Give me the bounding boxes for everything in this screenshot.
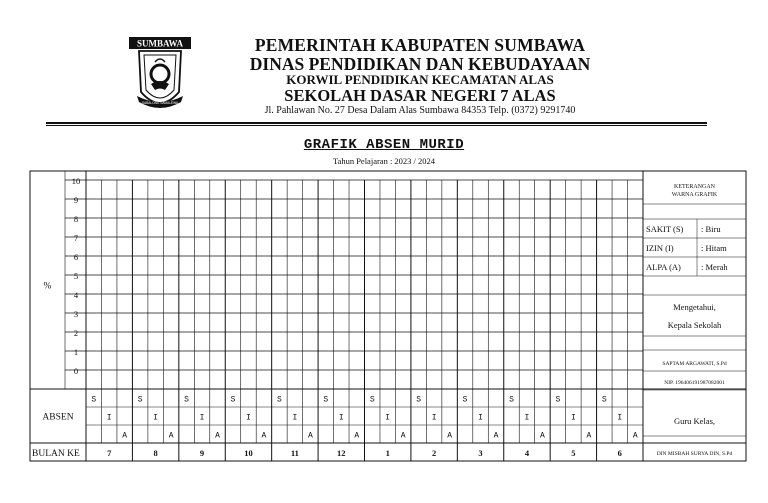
absen-code: I <box>431 413 437 423</box>
absen-code: I <box>246 413 251 423</box>
legend-item-color: : Biru <box>701 224 721 234</box>
mengetahui-label: Mengetahui, <box>673 302 716 312</box>
y-tick-label: 0 <box>73 366 79 376</box>
absen-code: I <box>385 413 391 423</box>
month-label: 2 <box>432 448 437 458</box>
government-name: PEMERINTAH KABUPATEN SUMBAWA <box>254 35 586 55</box>
legend-title: WARNA GRAFIK <box>671 192 718 198</box>
month-label: 4 <box>524 448 530 458</box>
absen-code: A <box>400 431 406 441</box>
kepala-label: Kepala Sekolah <box>667 320 722 330</box>
month-label: 9 <box>199 448 205 458</box>
month-label: 7 <box>107 448 112 458</box>
absen-code: S <box>509 395 514 405</box>
y-tick-label: 2 <box>73 328 79 338</box>
legend-item-label: IZIN (I) <box>646 243 674 253</box>
y-axis-label: % <box>43 281 52 292</box>
legend-item-label: SAKIT (S) <box>646 224 684 234</box>
absen-code: I <box>338 413 344 423</box>
header-rule-thin <box>46 125 707 126</box>
absen-code: I <box>617 413 623 423</box>
absen-code: I <box>106 413 112 423</box>
absen-code: A <box>447 431 453 441</box>
svg-text:SABALONG SAMALEWA: SABALONG SAMALEWA <box>141 101 179 105</box>
absen-label: ABSEN <box>42 412 74 423</box>
sumbawa-emblem-icon <box>125 34 195 119</box>
legend-title: KETERANGAN <box>674 184 715 190</box>
absen-code: S <box>137 395 143 405</box>
y-tick-label: 6 <box>73 252 79 262</box>
month-label: 3 <box>478 448 483 458</box>
legend-item-label: ALPA (A) <box>646 262 681 272</box>
absen-code: I <box>478 413 483 423</box>
absen-code: S <box>323 395 329 405</box>
legend-item-color: : Merah <box>701 262 728 272</box>
y-tick-label: 1 <box>73 347 79 357</box>
absen-code: A <box>632 431 638 441</box>
y-tick-label: 7 <box>73 233 79 243</box>
absen-code: S <box>230 395 236 405</box>
absen-code: S <box>462 395 468 405</box>
absen-code: A <box>261 431 267 441</box>
absen-code: I <box>524 413 530 423</box>
absen-code: S <box>369 395 375 405</box>
header-rule-thick <box>46 122 707 124</box>
absen-code: A <box>586 431 592 441</box>
month-label: 11 <box>290 448 299 458</box>
y-tick-label: 5 <box>73 271 79 281</box>
absen-code: S <box>555 395 561 405</box>
month-label: 8 <box>153 448 158 458</box>
y-tick-label: 4 <box>73 290 79 300</box>
absen-code: A <box>168 431 174 441</box>
absen-code: I <box>570 413 576 423</box>
korwil-name: KORWIL PENDIDIKAN KECAMATAN ALAS <box>286 72 554 87</box>
absen-code: S <box>184 395 189 405</box>
kepala-name: SAPTAM ARGAWATI, S.Pd <box>662 361 727 367</box>
y-tick-label: 8 <box>73 214 79 224</box>
attendance-chart <box>0 168 768 488</box>
month-label: 1 <box>385 448 390 458</box>
absen-code: A <box>540 431 545 441</box>
guru-label: Guru Kelas, <box>673 416 716 426</box>
absen-code: A <box>307 431 313 441</box>
letterhead <box>0 0 768 130</box>
absen-code: S <box>601 395 607 405</box>
svg-text:SUMBAWA: SUMBAWA <box>136 38 184 49</box>
month-label: 6 <box>617 448 622 458</box>
absen-code: I <box>153 413 159 423</box>
absen-code: S <box>91 395 97 405</box>
bulan-label: BULAN KE <box>32 449 80 459</box>
absen-code: A <box>215 431 220 441</box>
month-label: 12 <box>337 448 346 458</box>
absen-code: S <box>416 395 422 405</box>
y-tick-label: 10 <box>71 176 81 186</box>
page-title: GRAFIK ABSEN MURID <box>303 137 465 153</box>
page-subtitle: Tahun Pelajaran : 2023 / 2024 <box>332 156 436 166</box>
school-address: Jl. Pahlawan No. 27 Desa Dalam Alas Sumbawa 84353 Telp. (0372) 9291740 <box>264 105 576 116</box>
legend-item-color: : Hitam <box>701 243 727 253</box>
absen-code: A <box>122 431 128 441</box>
department-name: DINAS PENDIDIKAN DAN KEBUDAYAAN <box>249 54 591 74</box>
absen-code: A <box>493 431 499 441</box>
absen-code: S <box>276 395 282 405</box>
month-label: 10 <box>244 448 253 458</box>
school-name: SEKOLAH DASAR NEGERI 7 ALAS <box>284 86 556 105</box>
absen-code: I <box>292 413 298 423</box>
absen-code: A <box>354 431 360 441</box>
month-label: 5 <box>571 448 576 458</box>
guru-name: DIN MISBAH SURYA DIN, S.Pd <box>656 451 733 457</box>
y-tick-label: 3 <box>73 309 79 319</box>
y-tick-label: 9 <box>73 195 79 205</box>
absen-code: I <box>199 413 205 423</box>
kepala-nip: NIP. 196406191987082001 <box>664 380 725 386</box>
